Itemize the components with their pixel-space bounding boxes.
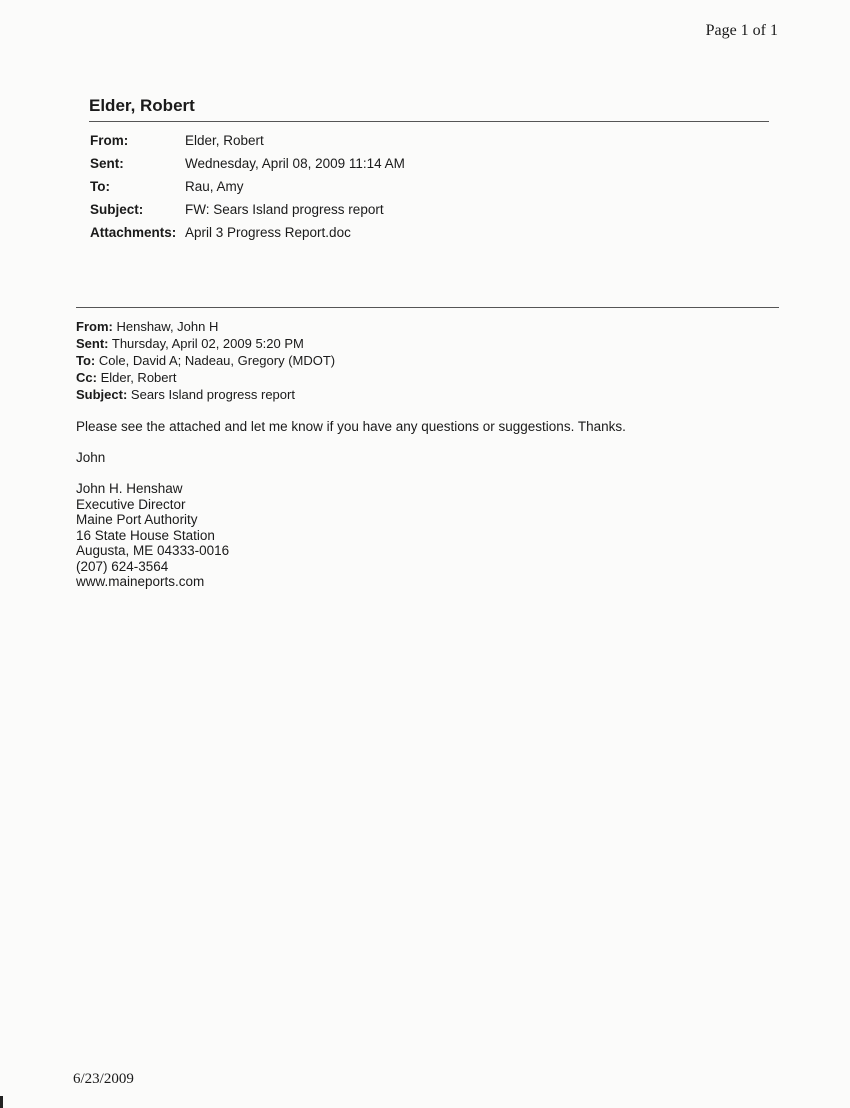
signature-website: www.maineports.com bbox=[76, 574, 205, 589]
footer-date: 6/23/2009 bbox=[73, 1071, 134, 1087]
sent-value: Wednesday, April 08, 2009 11:14 AM bbox=[185, 156, 405, 171]
subject-label: Subject: bbox=[90, 202, 144, 217]
fwd-to-value: Cole, David A; Nadeau, Gregory (MDOT) bbox=[98, 353, 336, 368]
fwd-cc-row bbox=[76, 369, 335, 386]
signature-street: 16 State House Station bbox=[76, 527, 215, 543]
from-label: From: bbox=[90, 133, 129, 148]
fwd-subject-label: Subject: bbox=[76, 387, 128, 402]
signature-title: Executive Director bbox=[76, 496, 186, 512]
signature-city: Augusta, ME 04333-0016 bbox=[76, 543, 230, 558]
header-divider bbox=[89, 121, 769, 122]
signature-block bbox=[76, 481, 229, 590]
signature-phone: (207) 624-3564 bbox=[76, 558, 169, 574]
signature-name: John H. Henshaw bbox=[76, 481, 183, 496]
header-to-row bbox=[90, 179, 405, 202]
scan-edge-mark bbox=[0, 1096, 3, 1108]
attachments-label: Attachments: bbox=[90, 225, 177, 240]
subject-value: FW: Sears Island progress report bbox=[185, 202, 384, 217]
to-value: Rau, Amy bbox=[185, 179, 244, 194]
attachments-value: April 3 Progress Report.doc bbox=[185, 225, 351, 240]
document-title: Elder, Robert bbox=[89, 96, 195, 115]
message-signoff: John bbox=[76, 450, 106, 465]
message-body: Please see the attached and let me know if you have any questions or suggestions. Thanks. bbox=[76, 419, 626, 434]
fwd-from-row bbox=[76, 318, 335, 335]
fwd-sent-label: Sent: bbox=[76, 336, 109, 351]
from-value: Elder, Robert bbox=[185, 133, 264, 148]
fwd-subject-row bbox=[76, 386, 335, 403]
forward-divider bbox=[76, 307, 779, 308]
to-label: To: bbox=[90, 179, 110, 194]
fwd-cc-label: Cc: bbox=[76, 370, 97, 385]
fwd-from-label: From: bbox=[76, 319, 113, 334]
header-from-row bbox=[90, 133, 405, 156]
forwarded-header bbox=[76, 318, 335, 403]
fwd-from-value: Henshaw, John H bbox=[116, 319, 219, 334]
header-subject-row bbox=[90, 202, 405, 225]
header-attachments-row bbox=[90, 225, 405, 248]
signature-organization: Maine Port Authority bbox=[76, 512, 198, 527]
sent-label: Sent: bbox=[90, 156, 124, 171]
fwd-cc-value: Elder, Robert bbox=[100, 370, 177, 385]
header-sent-row bbox=[90, 156, 405, 179]
fwd-to-label: To: bbox=[76, 353, 96, 368]
page-number: Page 1 of 1 bbox=[705, 22, 778, 39]
email-header bbox=[90, 133, 405, 248]
fwd-sent-value: Thursday, April 02, 2009 5:20 PM bbox=[111, 336, 304, 351]
fwd-sent-row bbox=[76, 335, 335, 352]
fwd-subject-value: Sears Island progress report bbox=[130, 387, 295, 402]
fwd-to-row bbox=[76, 352, 335, 369]
